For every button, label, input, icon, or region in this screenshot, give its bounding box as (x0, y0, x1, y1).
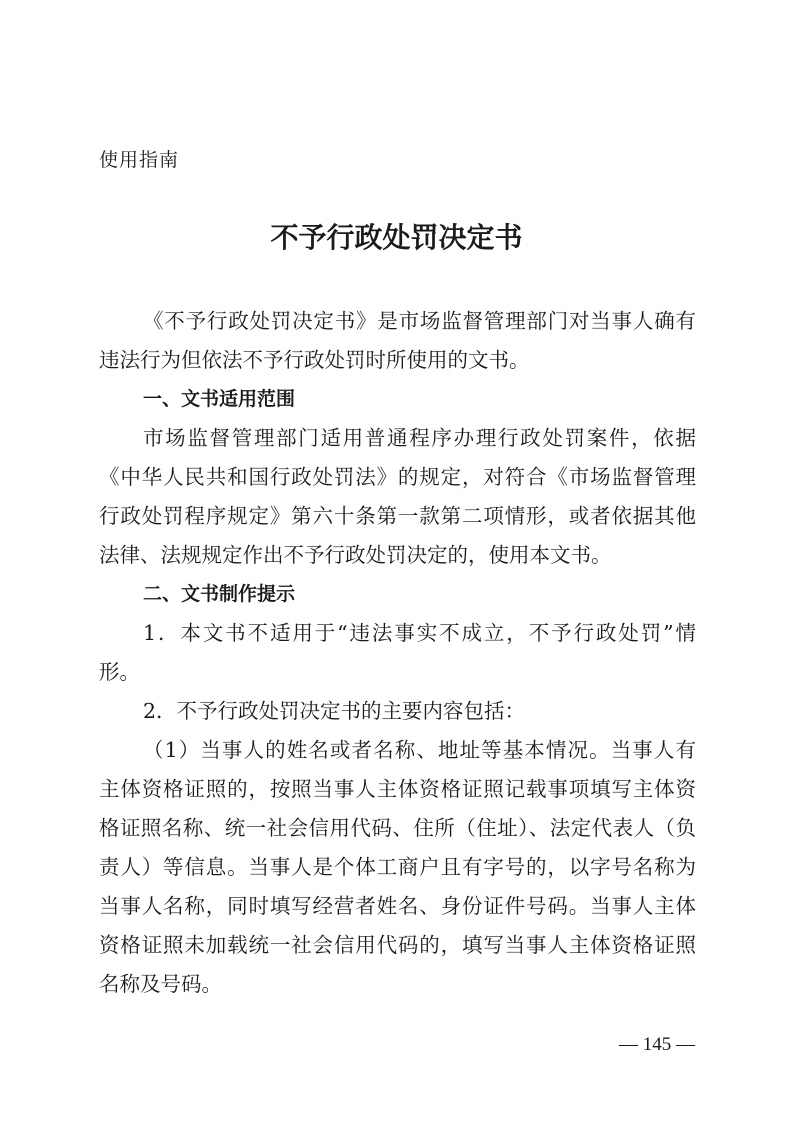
text-line: 2．不予行政处罚决定书的主要内容包括： (143, 699, 526, 723)
text-line: 当事人名称，同时填写经营者姓名、身份证件号码。当事人主体 (99, 894, 696, 918)
text-line: （1）当事人的姓名或者名称、地址等基本情况。当事人有 (143, 738, 696, 762)
text-line: 市场监督管理部门适用普通程序办理行政处罚案件，依据 (143, 426, 696, 450)
text-line: 《不予行政处罚决定书》是市场监督管理部门对当事人确有 (143, 309, 696, 333)
page-number: — 145 — (619, 1034, 695, 1055)
text-line: 责人）等信息。当事人是个体工商户且有字号的，以字号名称为 (99, 855, 696, 879)
text-line: 1．本文书不适用于“违法事实不成立，不予行政处罚”情 (143, 621, 696, 645)
document-title: 不予行政处罚决定书 (270, 221, 523, 254)
body-text (99, 302, 696, 1004)
text-line: 格证照名称、统一社会信用代码、住所（住址）、法定代表人（负 (99, 816, 696, 840)
text-line: 主体资格证照的，按照当事人主体资格证照记载事项填写主体资 (99, 777, 696, 801)
section-heading: 二、文书制作提示 (143, 583, 296, 605)
section-heading: 一、文书适用范围 (143, 388, 296, 410)
text-line: 资格证照未加载统一社会信用代码的，填写当事人主体资格证照 (99, 933, 696, 957)
text-line: 形。 (99, 660, 140, 684)
text-line: 名称及号码。 (99, 972, 222, 996)
text-line: 法律、法规规定作出不予行政处罚决定的，使用本文书。 (99, 543, 612, 567)
text-line: 《中华人民共和国行政处罚法》的规定，对符合《市场监督管理 (99, 465, 696, 489)
running-header: 使用指南 (99, 149, 180, 171)
text-line: 行政处罚程序规定》第六十条第一款第二项情形，或者依据其他 (99, 504, 696, 528)
text-line: 违法行为但依法不予行政处罚时所使用的文书。 (99, 348, 530, 372)
